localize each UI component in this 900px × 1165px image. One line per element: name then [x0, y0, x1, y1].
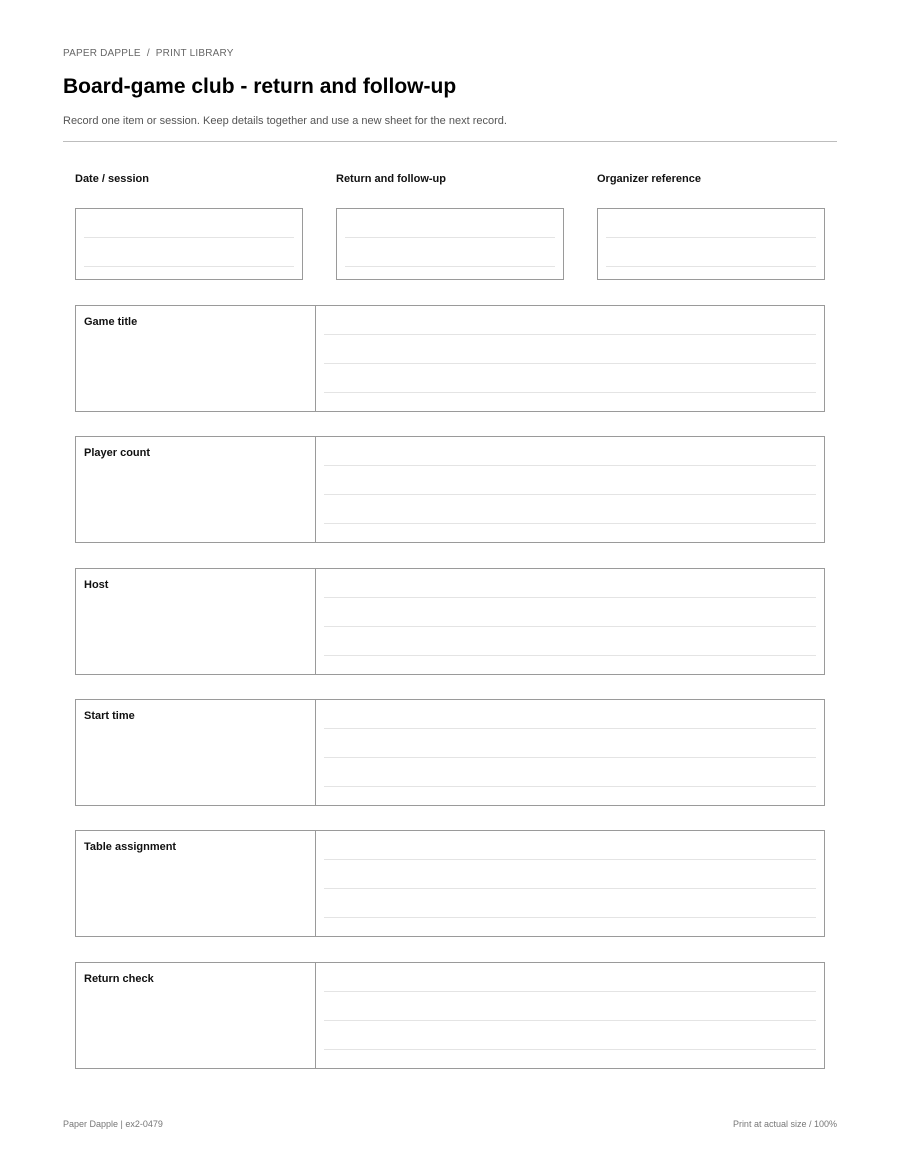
game-title-label: Game title — [84, 316, 138, 328]
game-title-row — [75, 305, 825, 412]
page-subtitle: Record one item or session. Keep details together and use a new sheet for the next record. — [63, 115, 507, 127]
write-line — [324, 1049, 816, 1050]
write-line — [324, 888, 816, 889]
host-field[interactable] — [316, 569, 824, 674]
table-assignment-row — [75, 830, 825, 937]
organizer-reference-label: Organizer reference — [597, 173, 701, 185]
field-label-cell — [76, 569, 316, 674]
write-line — [324, 363, 816, 364]
write-line — [324, 1020, 816, 1021]
breadcrumb — [63, 48, 234, 59]
write-line — [606, 266, 816, 267]
breadcrumb-separator: / — [146, 48, 150, 59]
date-session-field[interactable] — [75, 208, 303, 280]
header-divider — [63, 141, 837, 142]
write-line — [345, 237, 555, 238]
start-time-row — [75, 699, 825, 806]
write-line — [324, 597, 816, 598]
write-line — [324, 757, 816, 758]
field-label-cell — [76, 437, 316, 542]
field-label-cell — [76, 306, 316, 411]
start-time-field[interactable] — [316, 700, 824, 805]
breadcrumb-item-brand: PAPER DAPPLE — [63, 48, 141, 59]
write-line — [324, 655, 816, 656]
write-line — [324, 859, 816, 860]
breadcrumb-item-library: PRINT LIBRARY — [155, 48, 234, 59]
write-line — [324, 334, 816, 335]
player-count-field[interactable] — [316, 437, 824, 542]
write-line — [84, 266, 294, 267]
write-line — [324, 494, 816, 495]
write-line — [84, 237, 294, 238]
player-count-row — [75, 436, 825, 543]
return-check-field[interactable] — [316, 963, 824, 1068]
write-line — [324, 728, 816, 729]
write-line — [606, 237, 816, 238]
field-label-cell — [76, 963, 316, 1068]
write-line — [324, 991, 816, 992]
table-assignment-label: Table assignment — [84, 841, 177, 853]
write-line — [324, 392, 816, 393]
host-row — [75, 568, 825, 675]
return-check-row — [75, 962, 825, 1069]
write-line — [345, 266, 555, 267]
write-line — [324, 786, 816, 787]
game-title-field[interactable] — [316, 306, 824, 411]
write-line — [324, 465, 816, 466]
return-follow-up-field[interactable] — [336, 208, 564, 280]
footer-print-note: Print at actual size / 100% — [732, 1119, 837, 1129]
return-follow-up-label: Return and follow-up — [336, 173, 446, 185]
write-line — [324, 523, 816, 524]
field-label-cell — [76, 700, 316, 805]
footer-document-id: Paper Dapple | ex2-0479 — [63, 1119, 163, 1129]
date-session-label: Date / session — [75, 173, 149, 185]
start-time-label: Start time — [84, 710, 135, 722]
page-title: Board-game club - return and follow-up — [63, 75, 457, 98]
write-line — [324, 917, 816, 918]
player-count-label: Player count — [84, 447, 151, 459]
host-label: Host — [84, 579, 109, 591]
organizer-reference-field[interactable] — [597, 208, 825, 280]
field-label-cell — [76, 831, 316, 936]
write-line — [324, 626, 816, 627]
return-check-label: Return check — [84, 973, 154, 985]
table-assignment-field[interactable] — [316, 831, 824, 936]
